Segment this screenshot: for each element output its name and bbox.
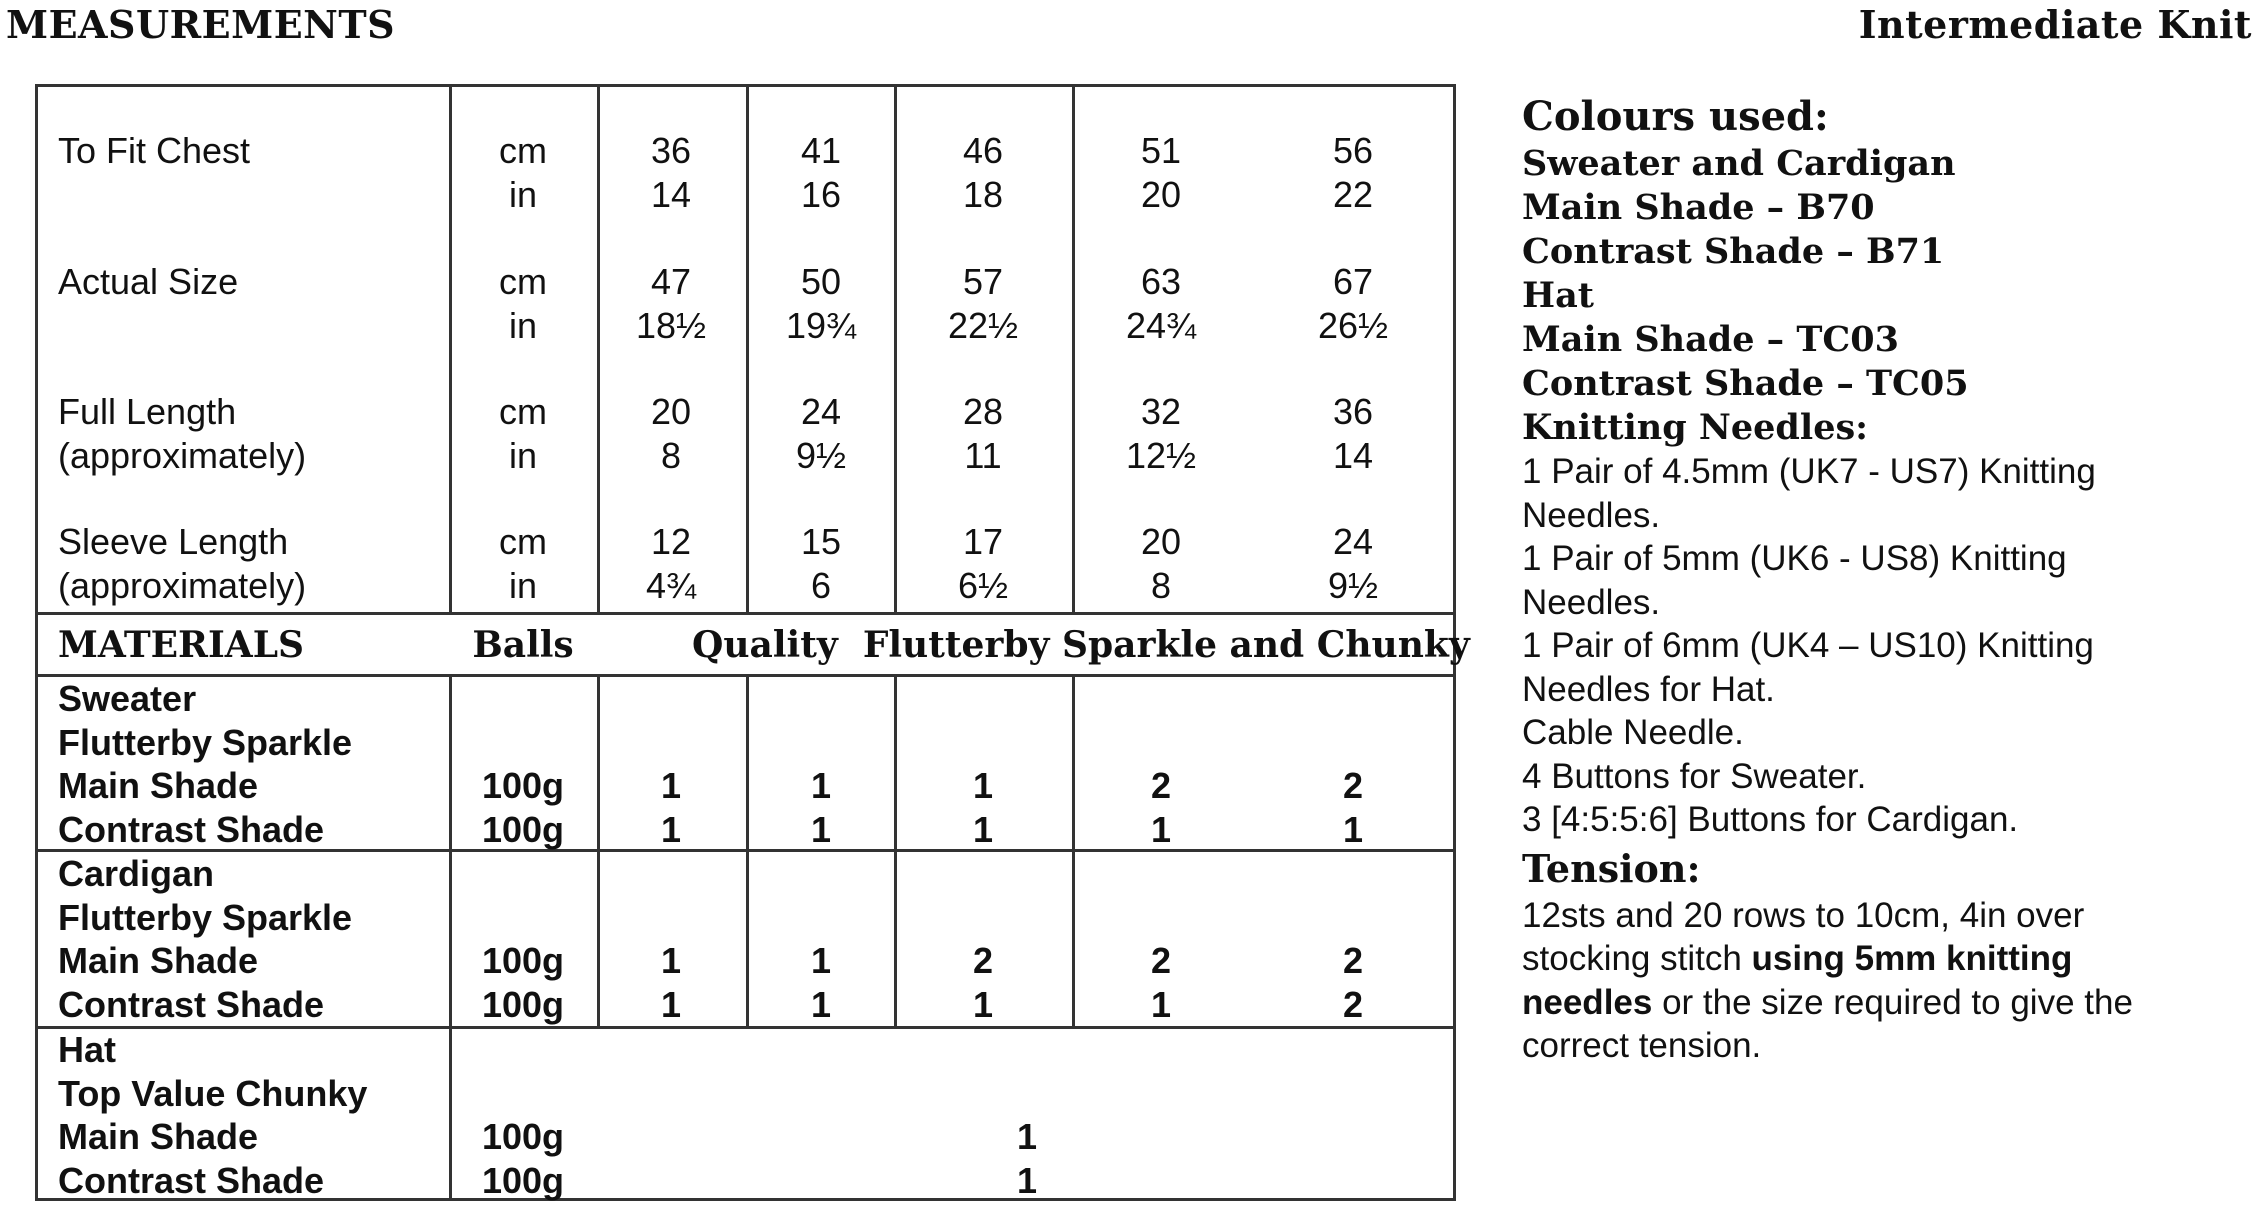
column-divider <box>894 674 897 1026</box>
column-divider <box>597 84 600 612</box>
ball-count-contrast: 1 <box>810 808 832 850</box>
size-value-in: 8 <box>1150 565 1172 606</box>
size-value-cm: 24 <box>800 391 842 432</box>
colours-hat: Hat <box>1522 275 1594 316</box>
materials-heading: MATERIALS <box>58 624 305 666</box>
size-value-in: 14 <box>650 174 692 215</box>
material-contrast-label: Contrast Shade <box>58 983 325 1025</box>
material-main-label: Main Shade <box>58 940 259 981</box>
size-value-in: 18½ <box>635 305 707 346</box>
unit-in: in <box>508 565 538 606</box>
size-value-in: 9½ <box>795 435 847 476</box>
size-value-cm: 56 <box>1332 130 1374 171</box>
material-item: Cardigan <box>58 853 215 894</box>
size-value-in: 19¾ <box>785 305 857 346</box>
size-value-in: 4¾ <box>645 565 697 606</box>
material-yarn: Flutterby Sparkle <box>58 721 353 763</box>
size-value-cm: 67 <box>1332 261 1374 302</box>
tension-text: stocking stitch <box>1522 939 1752 978</box>
material-main-label: Main Shade <box>58 1116 259 1157</box>
size-value-in: 9½ <box>1327 565 1379 606</box>
measurement-label: Full Length <box>58 391 237 432</box>
size-value-cm: 17 <box>962 521 1004 562</box>
measurement-label: To Fit Chest <box>58 130 251 171</box>
measurement-label-note: (approximately) <box>58 435 307 476</box>
size-value-in: 26½ <box>1317 305 1389 346</box>
size-value-cm: 46 <box>962 130 1004 171</box>
material-item: Hat <box>58 1029 117 1070</box>
column-divider <box>449 84 452 612</box>
size-value-in: 6½ <box>957 565 1009 606</box>
unit-in: in <box>508 174 538 215</box>
ball-weight: 100g <box>481 940 565 981</box>
ball-count-contrast: 1 <box>810 983 832 1025</box>
unit-cm: cm <box>499 521 547 562</box>
colours-hat-contrast: Contrast Shade – TC05 <box>1522 363 1969 404</box>
size-value-cm: 47 <box>650 261 692 302</box>
needles-line: 1 Pair of 6mm (UK4 – US10) Knitting <box>1522 626 2094 665</box>
size-value-in: 14 <box>1332 435 1374 476</box>
needles-list <box>1522 450 2222 842</box>
ball-weight: 100g <box>481 1116 565 1157</box>
size-value-in: 18 <box>962 174 1004 215</box>
size-value-in: 22 <box>1332 174 1374 215</box>
size-value-cm: 41 <box>800 130 842 171</box>
measurement-label-note: (approximately) <box>58 565 307 606</box>
size-value-in: 12½ <box>1125 435 1197 476</box>
ball-count-contrast: 1 <box>1016 1159 1038 1201</box>
skill-level: Intermediate Knit <box>1858 2 2252 47</box>
quality-heading: Quality Flutterby Sparkle and Chunky <box>692 624 1470 666</box>
material-main-label: Main Shade <box>58 765 259 806</box>
colours-hat-main: Main Shade – TC03 <box>1522 319 1899 360</box>
ball-count-main: 1 <box>660 940 682 981</box>
tension-line: correct tension. <box>1522 1026 1762 1065</box>
size-value-in: 6 <box>810 565 832 606</box>
column-divider <box>1072 674 1075 1026</box>
column-divider <box>894 84 897 612</box>
ball-count-contrast: 1 <box>972 808 994 850</box>
tension-line <box>1522 981 2222 1025</box>
size-value-cm: 28 <box>962 391 1004 432</box>
colours-sc-main: Main Shade – B70 <box>1522 187 1875 228</box>
ball-count-main: 2 <box>972 940 994 981</box>
needles-line: 1 Pair of 5mm (UK6 - US8) Knitting <box>1522 539 2067 578</box>
ball-weight: 100g <box>481 808 565 850</box>
column-divider <box>597 674 600 1026</box>
ball-weight: 100g <box>481 1159 565 1201</box>
needles-line: Needles. <box>1522 495 1661 535</box>
size-value-cm: 24 <box>1332 521 1374 562</box>
ball-count-contrast: 1 <box>660 983 682 1025</box>
tension-line <box>1522 937 2222 981</box>
material-item: Sweater <box>58 678 197 719</box>
ball-count-main: 1 <box>1016 1116 1038 1157</box>
tension-line: 12sts and 20 rows to 10cm, 4in over <box>1522 895 2085 935</box>
size-value-in: 20 <box>1140 174 1182 215</box>
ball-count-main: 2 <box>1150 940 1172 981</box>
needles-line: Cable Needle. <box>1522 713 1744 752</box>
column-divider <box>449 674 452 1201</box>
ball-weight: 100g <box>481 983 565 1025</box>
ball-count-contrast: 1 <box>1150 983 1172 1025</box>
material-yarn: Top Value Chunky <box>58 1072 368 1114</box>
material-contrast-label: Contrast Shade <box>58 1159 325 1201</box>
size-value-in: 8 <box>660 435 682 476</box>
ball-count-contrast: 1 <box>972 983 994 1025</box>
column-divider <box>746 84 749 612</box>
unit-cm: cm <box>499 130 547 171</box>
needles-line: Needles for Hat. <box>1522 669 1775 709</box>
ball-count-contrast: 1 <box>1342 808 1364 850</box>
measurement-label: Actual Size <box>58 261 239 302</box>
ball-weight: 100g <box>481 765 565 806</box>
tension-text: or the size required to give the <box>1652 982 2133 1022</box>
ball-count-main: 1 <box>810 765 832 806</box>
size-value-cm: 12 <box>650 521 692 562</box>
size-value-cm: 20 <box>1140 521 1182 562</box>
size-value-in: 22½ <box>947 305 1019 346</box>
unit-cm: cm <box>499 391 547 432</box>
size-value-cm: 36 <box>650 130 692 171</box>
column-divider <box>1072 84 1075 612</box>
ball-count-contrast: 2 <box>1342 983 1364 1025</box>
needles-heading: Knitting Needles: <box>1522 407 1869 448</box>
ball-count-main: 2 <box>1150 765 1172 806</box>
needles-line: Needles. <box>1522 582 1661 622</box>
colours-heading: Colours used: <box>1522 93 1829 140</box>
size-value-cm: 32 <box>1140 391 1182 432</box>
tension-bold: needles <box>1522 982 1653 1022</box>
unit-in: in <box>508 305 538 346</box>
material-contrast-label: Contrast Shade <box>58 808 325 850</box>
size-value-cm: 51 <box>1140 130 1182 171</box>
unit-in: in <box>508 435 538 476</box>
size-value-in: 11 <box>964 435 1002 476</box>
size-value-cm: 36 <box>1332 391 1374 432</box>
ball-count-main: 1 <box>972 765 994 806</box>
needles-line: 1 Pair of 4.5mm (UK7 - US7) Knitting <box>1522 452 2096 491</box>
ball-count-contrast: 1 <box>660 808 682 850</box>
tension-bold: using 5mm knitting <box>1751 939 2073 978</box>
unit-cm: cm <box>499 261 547 302</box>
needles-line: 3 [4:5:5:6] Buttons for Cardigan. <box>1522 800 2019 839</box>
balls-heading: Balls <box>472 624 574 666</box>
material-yarn: Flutterby Sparkle <box>58 896 353 938</box>
needles-line: 4 Buttons for Sweater. <box>1522 756 1867 796</box>
size-value-cm: 15 <box>800 521 842 562</box>
size-value-in: 16 <box>800 174 842 215</box>
ball-count-main: 1 <box>660 765 682 806</box>
ball-count-main: 2 <box>1342 940 1364 981</box>
column-divider <box>746 674 749 1026</box>
info-panel <box>1522 92 2222 1068</box>
colours-sc-contrast: Contrast Shade – B71 <box>1522 231 1945 272</box>
ball-count-main: 2 <box>1342 765 1364 806</box>
size-value-in: 24¾ <box>1125 305 1197 346</box>
measurement-label: Sleeve Length <box>58 521 289 562</box>
page-title: MEASUREMENTS <box>6 2 396 47</box>
tension-heading: Tension: <box>1522 845 1701 891</box>
table-rule <box>35 612 1456 615</box>
size-value-cm: 20 <box>650 391 692 432</box>
ball-count-contrast: 1 <box>1150 808 1172 850</box>
ball-count-main: 1 <box>810 940 832 981</box>
size-value-cm: 50 <box>800 261 842 302</box>
size-value-cm: 63 <box>1140 261 1182 302</box>
size-value-cm: 57 <box>962 261 1004 302</box>
colours-sweater-cardigan: Sweater and Cardigan <box>1522 143 1956 184</box>
